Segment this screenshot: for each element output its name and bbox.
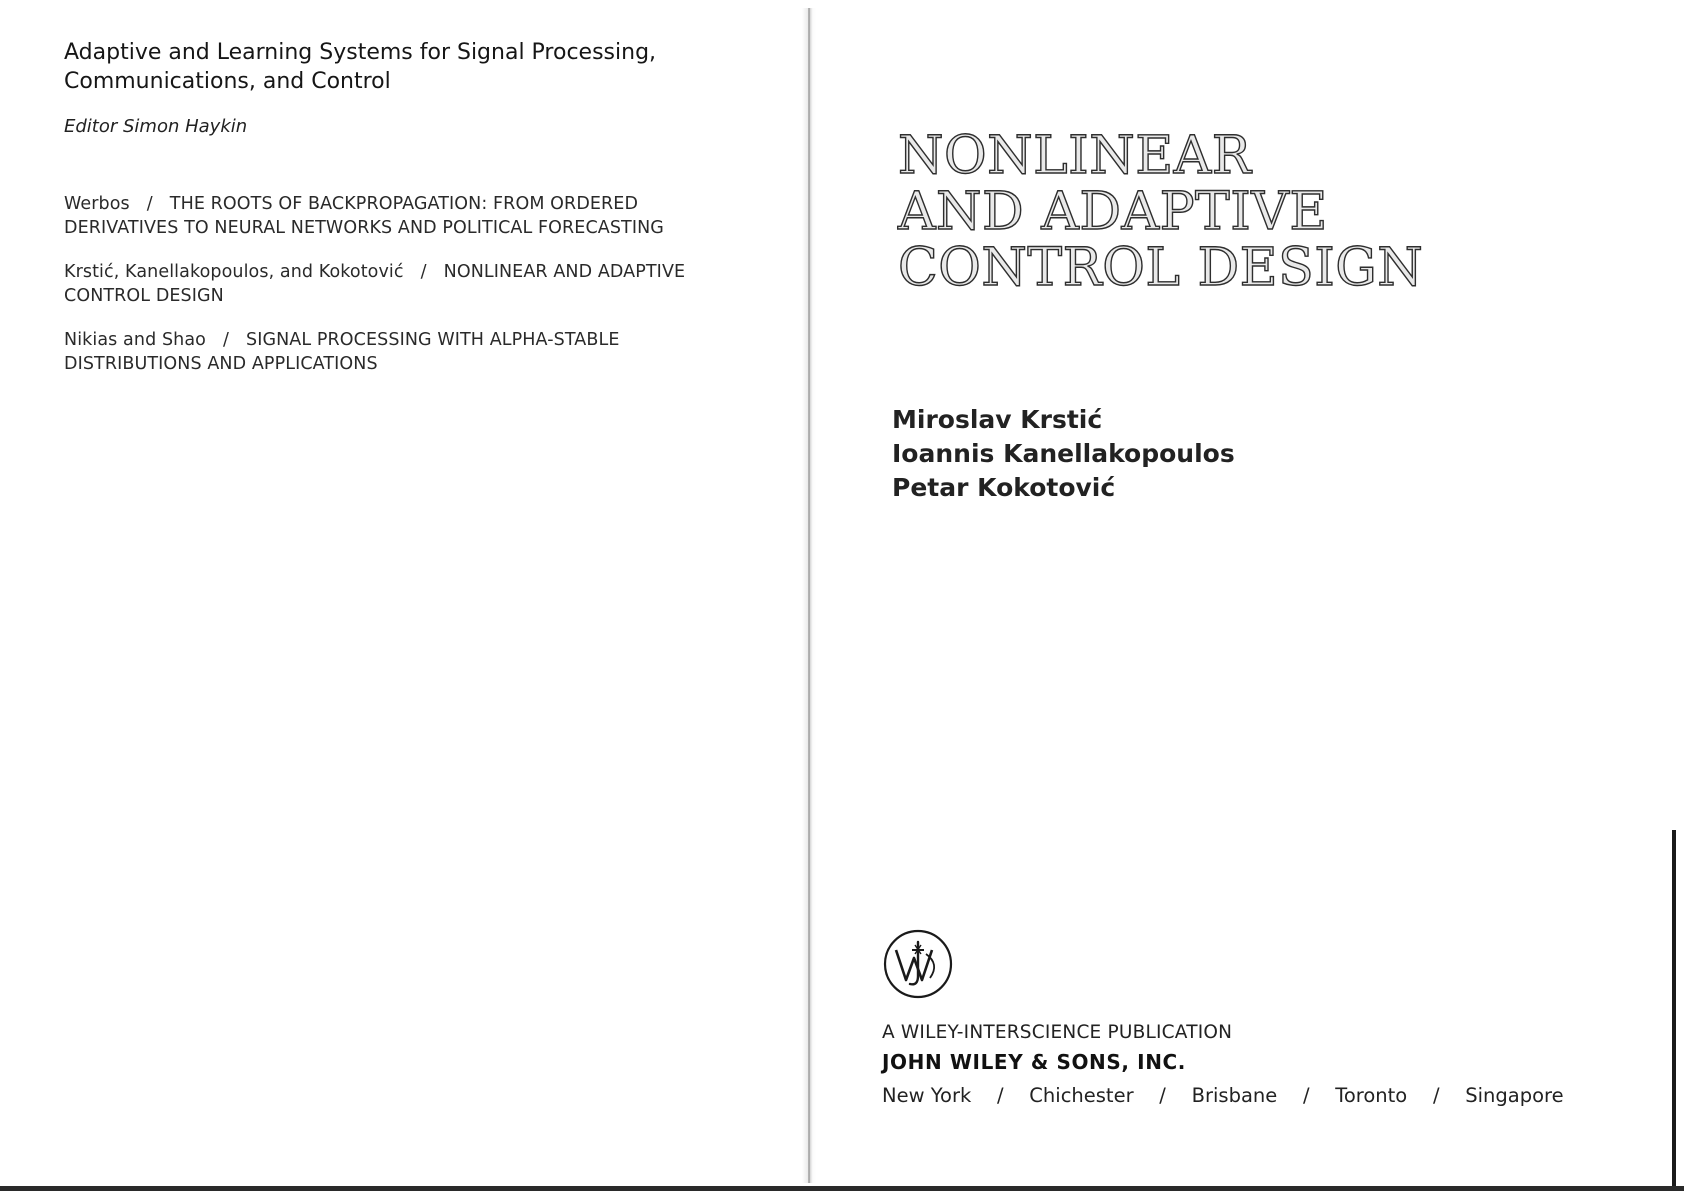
wiley-logo-icon xyxy=(882,928,954,1000)
series-title xyxy=(64,38,704,96)
book-title-line: NONLINEAR xyxy=(898,126,1252,186)
series-separator: / xyxy=(409,262,438,282)
city-name: Chichester xyxy=(1029,1084,1134,1107)
city-name: Toronto xyxy=(1335,1084,1408,1107)
series-book-title: SIGNAL PROCESSING WITH ALPHA-STABLE DISTRIBUTIONS AND APPLICATIONS xyxy=(64,330,620,374)
imprint-line: A WILEY-INTERSCIENCE PUBLICATION xyxy=(882,1022,1233,1043)
scan-right-edge xyxy=(1672,830,1676,1186)
series-separator: / xyxy=(135,194,165,214)
city-separator: / xyxy=(1159,1084,1166,1107)
book-gutter-line xyxy=(808,8,810,1183)
series-separator: / xyxy=(211,330,241,350)
series-book-authors: Werbos xyxy=(64,194,130,214)
city-separator: / xyxy=(1302,1084,1310,1107)
city-name: Brisbane xyxy=(1191,1084,1278,1107)
author-name: Ioannis Kanellakopoulos xyxy=(892,439,1235,468)
book-title-line: CONTROL DESIGN xyxy=(898,238,1424,298)
city-separator: / xyxy=(1432,1084,1440,1107)
city-name: New York xyxy=(882,1084,972,1107)
author-name: Petar Kokotović xyxy=(892,473,1116,502)
publisher-cities xyxy=(882,1084,1564,1107)
city-separator: / xyxy=(997,1084,1004,1107)
series-book-list xyxy=(64,192,704,396)
series-book-authors: Krstić, Kanellakopoulos, and Kokotović xyxy=(64,262,404,282)
publisher-name: JOHN WILEY & SONS, INC. xyxy=(882,1050,1187,1074)
series-title-line: Adaptive and Learning Systems for Signal Processing, xyxy=(64,40,657,65)
series-book-entry xyxy=(64,260,704,308)
author-list xyxy=(892,403,1235,505)
series-editor: Editor Simon Haykin xyxy=(64,116,248,137)
series-title-line: Communications, and Control xyxy=(64,69,391,94)
series-book-entry xyxy=(64,328,704,376)
series-book-title: THE ROOTS OF BACKPROPAGATION: FROM ORDERED DERIVATIVES TO NEURAL NETWORKS AND POLITICAL FORECASTING xyxy=(64,194,664,238)
scan-bottom-edge xyxy=(0,1186,1684,1191)
series-book-entry xyxy=(64,192,704,240)
book-title xyxy=(898,128,1598,296)
book-title-line: AND ADAPTIVE xyxy=(898,182,1328,242)
author-name: Miroslav Krstić xyxy=(892,405,1103,434)
series-book-authors: Nikias and Shao xyxy=(64,330,206,350)
series-book-title: NONLINEAR AND ADAPTIVE CONTROL DESIGN xyxy=(64,262,686,306)
city-name: Singapore xyxy=(1465,1084,1564,1107)
